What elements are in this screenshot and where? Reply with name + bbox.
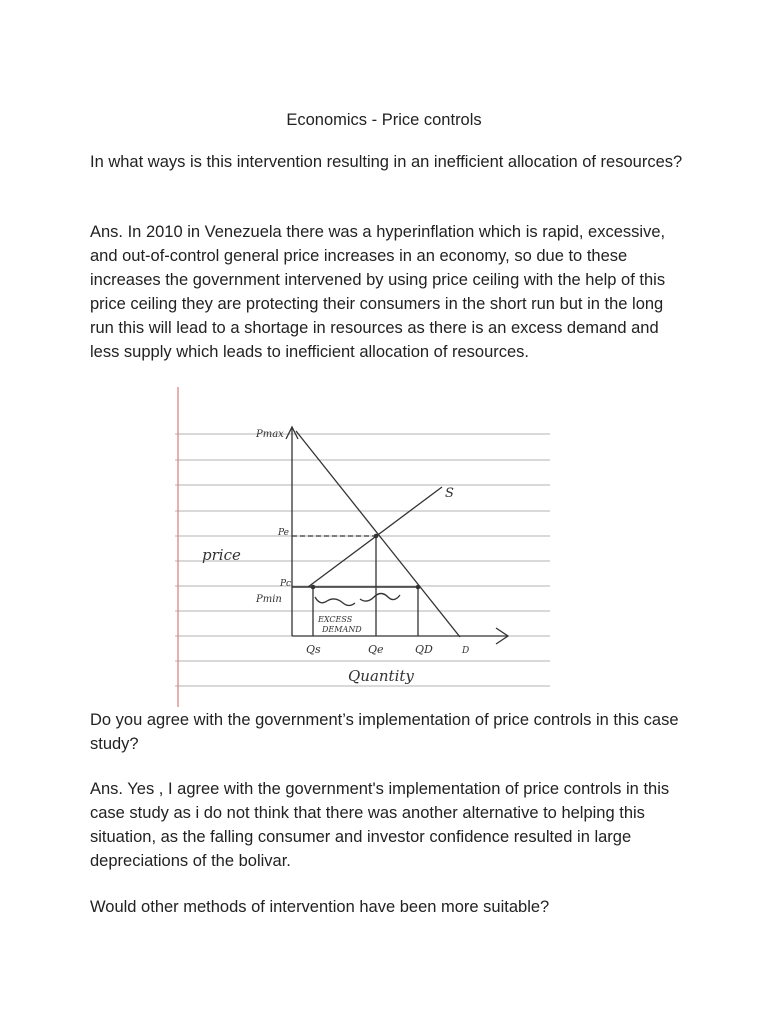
question-1: In what ways is this intervention resulting in an inefficient allocation of resources? [90,153,683,171]
brace-right [360,594,400,602]
question-2: Do you agree with the government’s implementation of price controls in this case study? [90,711,679,753]
hand-drawn-graph [170,385,560,710]
label-s: S [445,486,454,501]
page-title: Economics - Price controls [286,111,482,129]
label-pe: Pe [278,528,289,538]
answer-2: Ans. Yes , I agree with the government's implementation of price controls in this case study as i do not think that there was another alternative to helping this situation, as the falling consumer and investor confidence resulted in large depreciations of the bolivar. [90,780,670,870]
label-pmin: Pmin [256,594,282,605]
label-pc: Pc [280,579,292,589]
question-3: Would other methods of intervention have been more suitable? [90,898,550,916]
supply-demand-sketch [170,385,560,710]
label-excess-line1: EXCESS [318,615,353,624]
label-qs: Qs [306,643,321,656]
label-excess-line2: DEMAND [322,625,362,634]
label-pmax: Pmax [256,429,284,440]
brace-left [315,597,355,606]
label-qe: Qe [368,643,384,656]
label-d: D [462,646,470,656]
label-price: price [202,546,241,564]
label-qd: QD [415,643,433,656]
label-quantity: Quantity [348,667,414,685]
answer-1: Ans. In 2010 in Venezuela there was a hyperinflation which is rapid, excessive, and out-of-control general price increases in an economy, so due to these increases the government intervened by using price ceiling with the help of this price ceiling they are protecting their consumers in the short run but in the long run this will lead to a shortage in resources as there is an excess demand and less supply which leads to inefficient allocation of resources. [90,223,666,361]
